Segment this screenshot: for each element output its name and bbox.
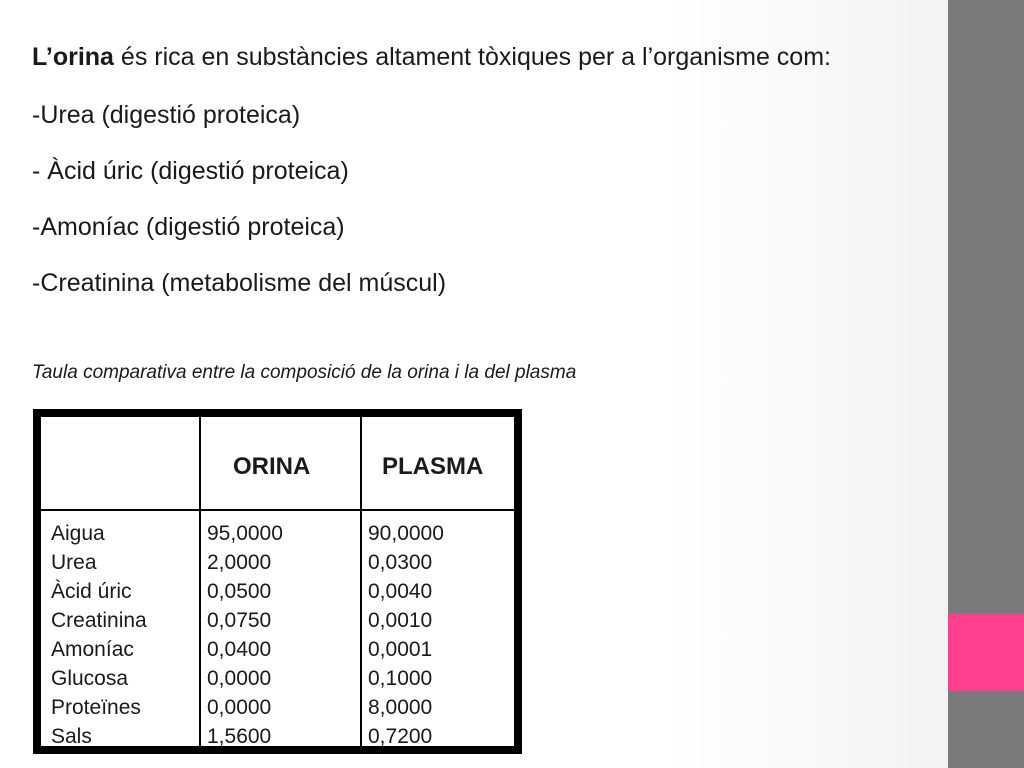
substance-cell: Glucosa bbox=[51, 667, 129, 690]
orina-value-cell: 0,0000 bbox=[207, 667, 272, 690]
substance-cell: Amoníac bbox=[51, 638, 134, 661]
accent-block bbox=[948, 614, 1024, 691]
table-divider bbox=[360, 417, 362, 746]
plasma-value-cell: 0,0040 bbox=[368, 580, 433, 603]
substance-cell: Aigua bbox=[51, 522, 105, 545]
substance-cell: Sals bbox=[51, 725, 92, 748]
orina-value-cell: 0,0400 bbox=[207, 638, 272, 661]
orina-value-cell: 2,0000 bbox=[207, 551, 272, 574]
substance-cell: Creatinina bbox=[51, 609, 147, 632]
intro-line bbox=[32, 42, 831, 72]
plasma-value-cell: 0,0001 bbox=[368, 638, 433, 661]
substance-cell: Proteïnes bbox=[51, 696, 141, 719]
column-plasma bbox=[368, 519, 444, 751]
column-substance bbox=[51, 519, 147, 751]
header-orina: ORINA bbox=[233, 453, 311, 480]
plasma-value-cell: 0,7200 bbox=[368, 725, 433, 748]
header-plasma: PLASMA bbox=[382, 453, 484, 480]
comparison-table bbox=[33, 409, 522, 754]
orina-value-cell: 1,5600 bbox=[207, 725, 272, 748]
substance-cell: Àcid úric bbox=[51, 580, 132, 603]
table-divider bbox=[199, 417, 201, 746]
plasma-value-cell: 0,0300 bbox=[368, 551, 433, 574]
intro-bold: L’orina bbox=[32, 43, 114, 71]
intro-text: és rica en substàncies altament tòxiques per a l’organisme com: bbox=[113, 43, 831, 71]
plasma-value-cell: 0,1000 bbox=[368, 667, 433, 690]
table-header-divider bbox=[41, 509, 514, 511]
column-orina bbox=[207, 519, 283, 751]
orina-value-cell: 95,0000 bbox=[207, 522, 283, 545]
plasma-value-cell: 90,0000 bbox=[368, 522, 444, 545]
table-body bbox=[41, 417, 514, 746]
orina-value-cell: 0,0750 bbox=[207, 609, 272, 632]
bullet-urea: -Urea (digestió proteica) bbox=[32, 101, 301, 129]
plasma-value-cell: 0,0010 bbox=[368, 609, 433, 632]
substance-cell: Urea bbox=[51, 551, 97, 574]
orina-value-cell: 0,0500 bbox=[207, 580, 272, 603]
bullet-creatinina: -Creatinina (metabolisme del múscul) bbox=[32, 269, 447, 297]
bullet-acid-uric: - Àcid úric (digestió proteica) bbox=[32, 157, 349, 185]
bullet-amoniac: -Amoníac (digestió proteica) bbox=[32, 213, 345, 241]
orina-value-cell: 0,0000 bbox=[207, 696, 272, 719]
plasma-value-cell: 8,0000 bbox=[368, 696, 433, 719]
table-caption: Taula comparativa entre la composició de la orina i la del plasma bbox=[32, 362, 577, 383]
